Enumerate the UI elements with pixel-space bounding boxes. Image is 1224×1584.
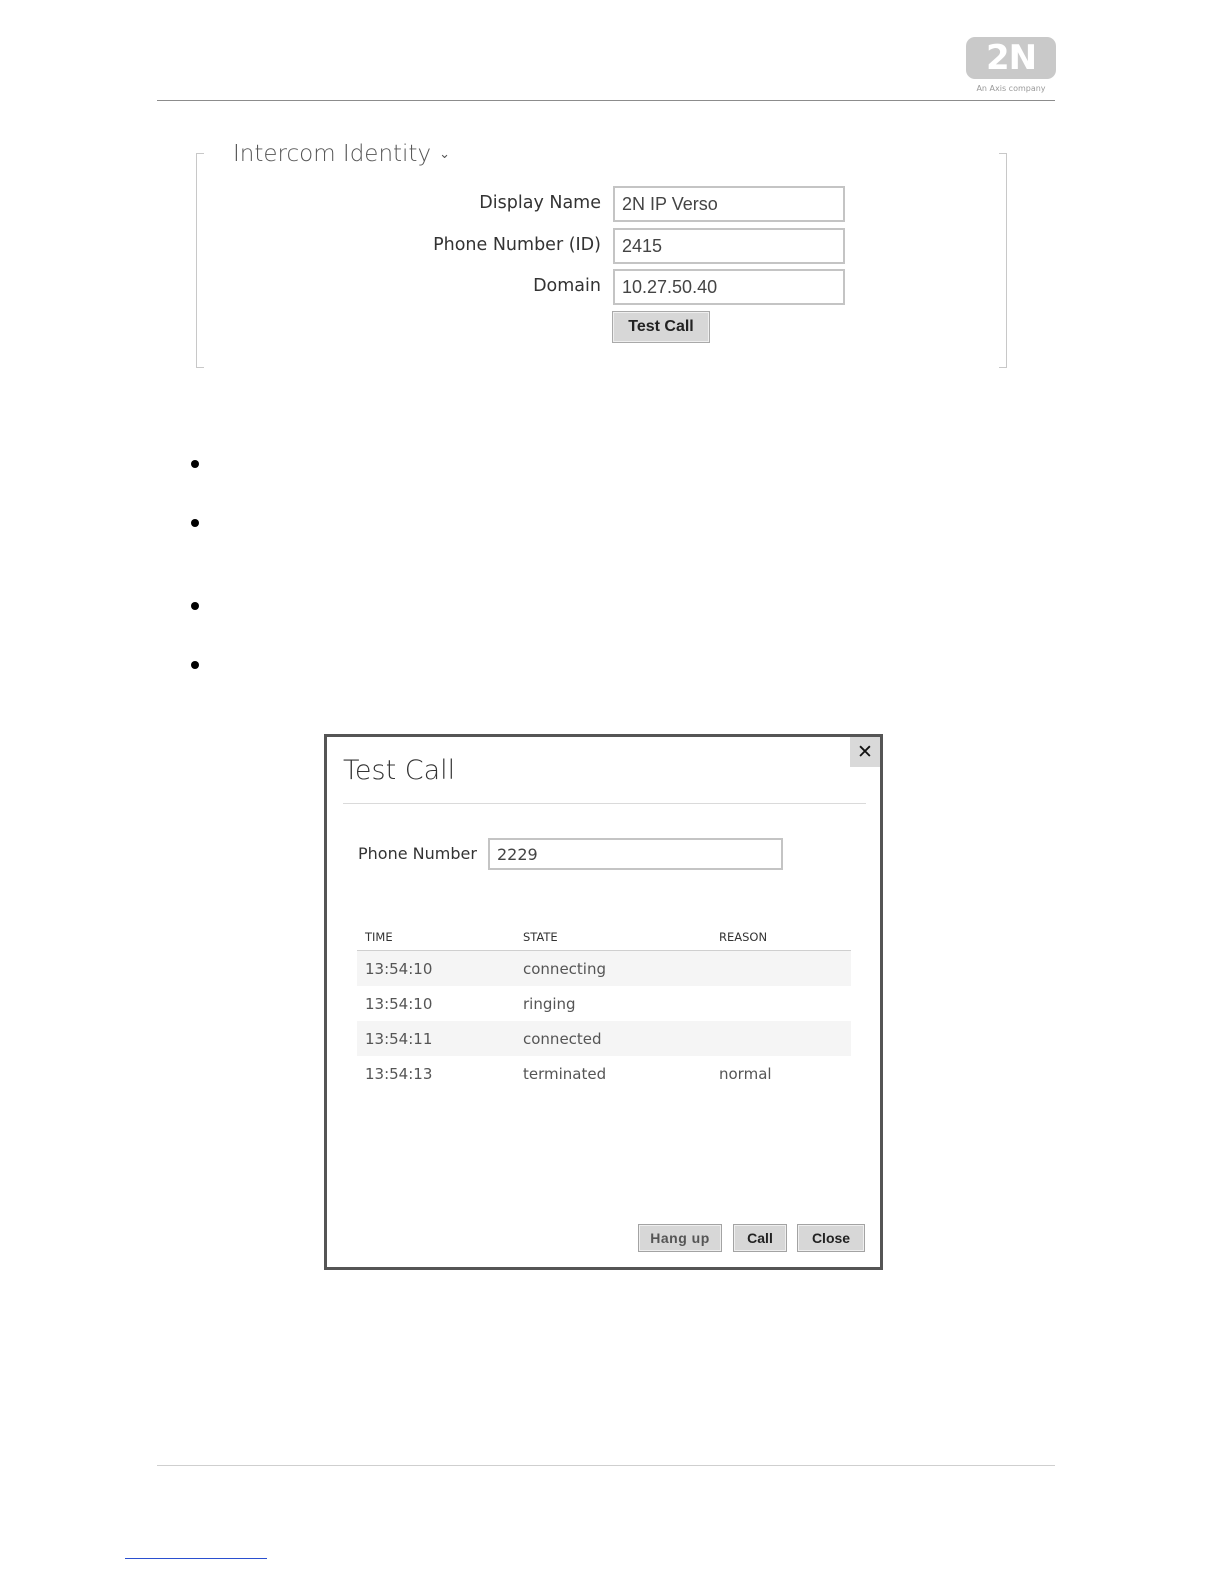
column-header-reason: REASON <box>719 929 768 944</box>
display-name-input[interactable] <box>613 186 845 222</box>
table-row <box>357 986 851 1021</box>
cell-state: terminated <box>523 1064 607 1083</box>
column-header-state: STATE <box>523 929 558 944</box>
panel-bracket-right <box>999 153 1007 368</box>
cell-time: 13:54:10 <box>365 994 433 1013</box>
header-divider <box>157 100 1055 101</box>
logo-tagline: An Axis company <box>976 84 1046 93</box>
column-header-time: TIME <box>365 929 393 944</box>
dialog-title: Test Call <box>343 755 456 786</box>
logo-text: 2N <box>985 38 1037 78</box>
close-button[interactable]: Close <box>797 1224 865 1252</box>
cell-state: ringing <box>523 994 576 1013</box>
table-row <box>357 1021 851 1056</box>
cell-time: 13:54:13 <box>365 1064 433 1083</box>
cell-time: 13:54:11 <box>365 1029 433 1048</box>
table-row <box>357 951 851 986</box>
table-header <box>357 923 851 951</box>
bullet-point <box>191 460 199 468</box>
cell-time: 13:54:10 <box>365 959 433 978</box>
bullet-point <box>191 602 199 610</box>
call-log-table <box>357 923 851 1091</box>
2n-logo <box>966 37 1056 79</box>
panel-bracket-left <box>196 153 204 368</box>
call-button[interactable]: Call <box>733 1224 787 1252</box>
section-title: Intercom Identity <box>233 141 432 167</box>
phone-number-label: Phone Number <box>358 844 477 863</box>
test-phone-number-input[interactable] <box>488 838 783 870</box>
test-call-dialog <box>324 734 883 1270</box>
bullet-point <box>191 661 199 669</box>
hang-up-button[interactable]: Hang up <box>638 1224 722 1252</box>
dialog-divider <box>343 803 866 804</box>
close-icon[interactable]: ✕ <box>850 737 880 767</box>
table-row <box>357 1056 851 1091</box>
bullet-point <box>191 519 199 527</box>
cell-state: connecting <box>523 959 606 978</box>
cell-state: connected <box>523 1029 602 1048</box>
domain-input[interactable] <box>613 269 845 305</box>
phone-number-label: Phone Number (ID) <box>433 235 601 255</box>
cell-reason: normal <box>719 1064 772 1083</box>
display-name-label: Display Name <box>479 193 601 213</box>
test-call-button[interactable]: Test Call <box>612 311 710 343</box>
footer-divider <box>157 1465 1055 1466</box>
footer-link-underline[interactable] <box>125 1558 267 1559</box>
domain-label: Domain <box>533 276 601 296</box>
chevron-down-icon: ⌄ <box>439 146 450 162</box>
intercom-identity-toggle[interactable] <box>233 141 450 167</box>
phone-number-input[interactable] <box>613 228 845 264</box>
